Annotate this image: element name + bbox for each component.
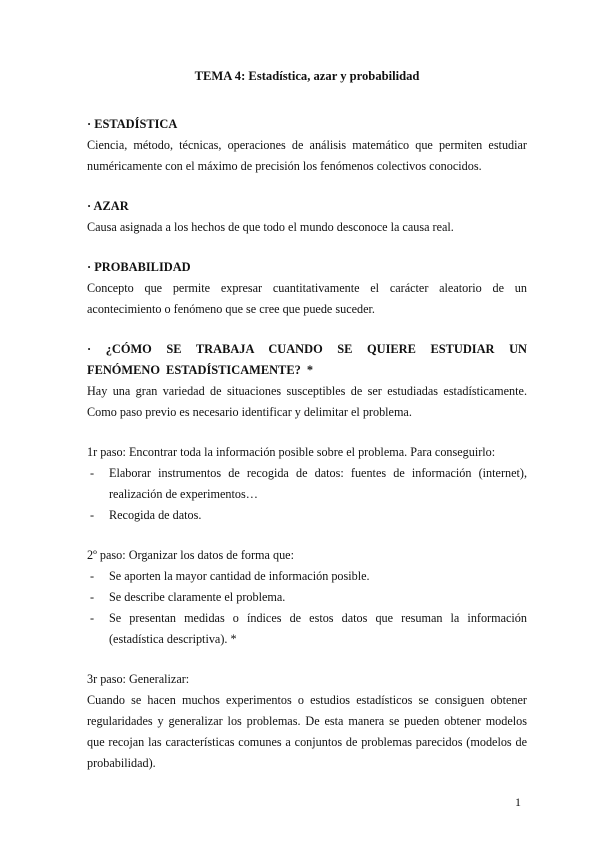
step-text: Cuando se hacen muchos experimentos o estudios estadísticos se consiguen obtener regularidades y generalizar los problemas. De esta manera se pueden obtener modelos que recojan las características comunes a conjuntos de problemas parecidos (modelos de probabilidad). <box>87 693 527 770</box>
step-3 <box>87 669 527 774</box>
section-azar <box>87 196 527 238</box>
step-list <box>87 566 527 650</box>
section-text: Hay una gran variedad de situaciones susceptibles de ser estudiadas estadísticamente. Como paso previo es necesario identificar y delimitar el problema. <box>87 384 527 419</box>
step-list <box>87 463 527 526</box>
dash-bullet: - <box>90 466 95 480</box>
dash-bullet: - <box>90 569 95 583</box>
step-intro: 3r paso: Generalizar: <box>87 672 190 686</box>
section-heading: · PROBABILIDAD <box>87 260 191 274</box>
list-item <box>87 587 527 608</box>
step-intro: 2º paso: Organizar los datos de forma que: <box>87 548 294 562</box>
list-item <box>87 505 527 526</box>
step-2 <box>87 545 527 650</box>
document-page <box>87 66 527 793</box>
list-item-text: Recogida de datos. <box>109 508 202 522</box>
step-intro: 1r paso: Encontrar toda la información posible sobre el problema. Para conseguirlo: <box>87 445 496 459</box>
section-como-se-trabaja <box>87 339 527 423</box>
list-item-text: Se describe claramente el problema. <box>109 590 286 604</box>
section-heading: · AZAR <box>87 199 129 213</box>
section-text: Causa asignada a los hechos de que todo el mundo desconoce la causa real. <box>87 220 454 234</box>
section-text: Concepto que permite expresar cuantitativamente el carácter aleatorio de un acontecimiento o fenómeno que se cree que puede suceder. <box>87 281 527 316</box>
list-item <box>87 608 527 650</box>
list-item <box>87 566 527 587</box>
page-number: 1 <box>515 795 521 809</box>
section-heading: · ¿CÓMO SE TRABAJA CUANDO SE QUIERE ESTUDIAR UN FENÓMENO ESTADÍSTICAMENTE? * <box>87 342 527 377</box>
list-item <box>87 463 527 505</box>
list-item-text: Se presentan medidas o índices de estos datos que resuman la información (estadística descriptiva). * <box>109 611 527 646</box>
list-item-text: Se aporten la mayor cantidad de información posible. <box>109 569 370 583</box>
section-probabilidad <box>87 257 527 320</box>
section-heading: · ESTADÍSTICA <box>87 117 178 131</box>
step-1 <box>87 442 527 526</box>
dash-bullet: - <box>90 508 95 522</box>
dash-bullet: - <box>90 611 95 625</box>
section-estadistica <box>87 114 527 177</box>
section-text: Ciencia, método, técnicas, operaciones de análisis matemático que permiten estudiar numéricamente con el máximo de precisión los fenómenos colectivos conocidos. <box>87 138 527 173</box>
dash-bullet: - <box>90 590 95 604</box>
document-title: TEMA 4: Estadística, azar y probabilidad <box>194 69 420 83</box>
list-item-text: Elaborar instrumentos de recogida de datos: fuentes de información (internet), realización de experimentos… <box>109 466 527 501</box>
